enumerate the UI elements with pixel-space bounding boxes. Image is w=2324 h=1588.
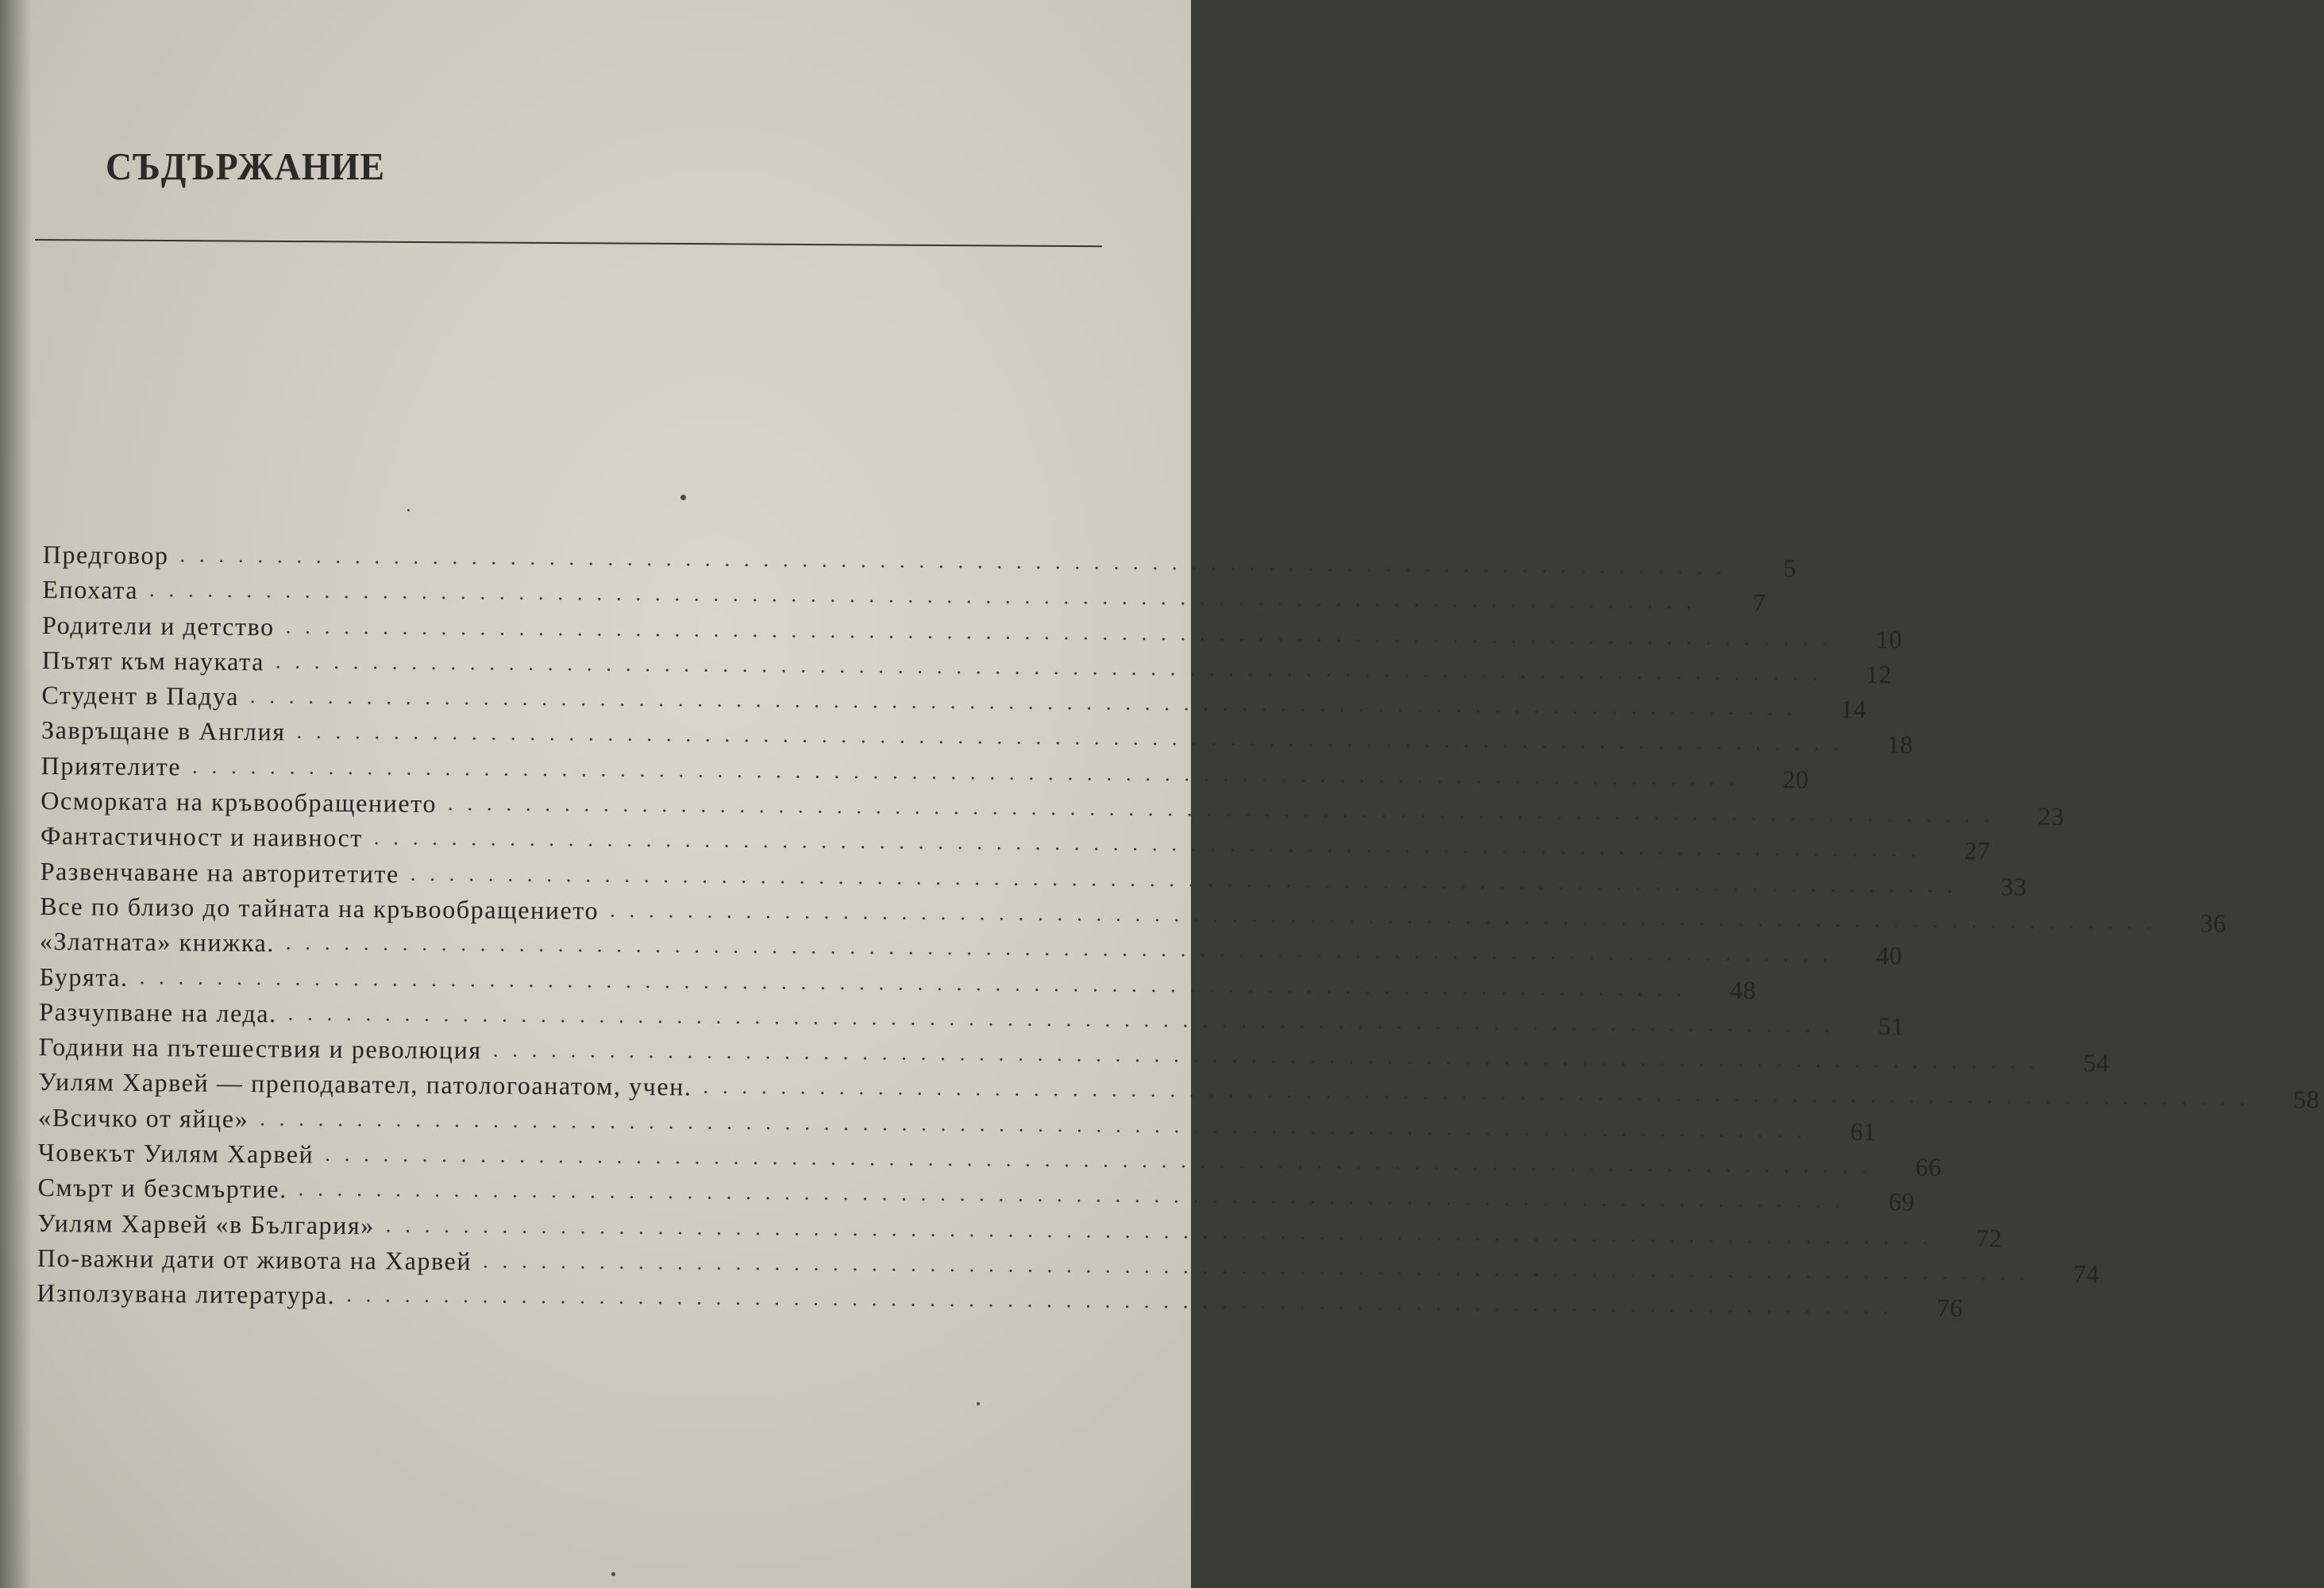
toc-dot-leader: ................................................................................ xyxy=(179,543,1736,579)
toc-entry-page: 69 xyxy=(1888,1187,1915,1216)
toc-entry-title: Приятелите xyxy=(40,750,182,781)
toc-entry-page: 20 xyxy=(1782,764,1809,794)
toc-entry-title: Разчупване на леда. xyxy=(39,996,277,1028)
toc-entry-page: 54 xyxy=(2083,1048,2110,1077)
toc-entry-page: 12 xyxy=(1865,659,1893,689)
toc-entry-page: 7 xyxy=(1752,588,1767,618)
toc-entry-title: Години на пътешествия и революция xyxy=(38,1032,482,1065)
paper-speck xyxy=(611,1572,615,1576)
toc-dot-leader: ................................................................................ xyxy=(148,578,1706,614)
toc-entry-title: «Всичко от яйце» xyxy=(38,1102,249,1133)
toc-entry-page: 48 xyxy=(1729,975,1756,1004)
toc-entry-title: Използувана литература. xyxy=(37,1278,336,1310)
toc-entry-page: 74 xyxy=(2072,1259,2100,1289)
toc-dot-leader: ................................................................................ xyxy=(703,1075,2260,1111)
toc-dot-leader: ................................................................................ xyxy=(373,826,1930,862)
toc-entry-page: 40 xyxy=(1875,941,1903,970)
table-of-contents xyxy=(37,537,2320,1323)
toc-dot-leader: ................................................................................ xyxy=(139,965,1696,1000)
toc-dot-leader: ................................................................................ xyxy=(285,931,1843,967)
toc-dot-leader: ................................................................................ xyxy=(610,898,2167,934)
toc-entry-page: 51 xyxy=(1878,1012,1905,1041)
toc-dot-leader: ................................................................................ xyxy=(483,1249,2040,1285)
toc-entry-title: Пътят към науката xyxy=(41,645,265,676)
toc-entry-title: Фантастичност и наивност xyxy=(40,821,364,853)
toc-entry-title: Уилям Харвей — преподавател, патологоанатом, учен. xyxy=(38,1067,692,1101)
toc-entry-page: 36 xyxy=(2199,908,2227,938)
toc-entry-page: 10 xyxy=(1875,624,1902,653)
toc-entry-title: Смърт и безсмъртие. xyxy=(37,1173,287,1204)
toc-entry-page: 58 xyxy=(2293,1085,2320,1114)
toc-dot-leader: ................................................................................ xyxy=(296,720,1853,756)
paper-speck xyxy=(407,509,410,511)
paper-speck xyxy=(680,495,686,500)
toc-entry-title: Родители и детство xyxy=(41,610,275,641)
toc-entry-title: Уилям Харвей «в България» xyxy=(37,1208,375,1239)
toc-entry-title: Студент в Падуа xyxy=(41,680,240,711)
toc-dot-leader: ................................................................................ xyxy=(325,1142,1882,1178)
paper-speck xyxy=(977,1402,980,1405)
toc-entry-page: 5 xyxy=(1783,553,1797,583)
toc-dot-leader: ................................................................................ xyxy=(410,861,1967,897)
page-title: СЪДЪРЖАНИЕ xyxy=(106,145,386,188)
toc-entry-page: 14 xyxy=(1840,694,1867,724)
toc-dot-leader: ................................................................................ xyxy=(346,1283,1903,1319)
toc-entry-title: Епохата xyxy=(42,575,139,605)
toc-dot-leader: ................................................................................ xyxy=(287,1001,1844,1037)
toc-entry-page: 18 xyxy=(1887,730,1914,759)
toc-entry-page: 72 xyxy=(1975,1223,2002,1253)
toc-entry-page: 27 xyxy=(1964,836,1991,865)
toc-dot-leader: ................................................................................ xyxy=(385,1213,1942,1249)
toc-entry-title: Все по близо до тайната на кръвообращението xyxy=(40,891,599,925)
toc-entry-title: Осморката на кръвообращението xyxy=(40,786,437,818)
toc-entry-title: Завръщане в Англия xyxy=(40,715,286,746)
toc-dot-leader: ................................................................................ xyxy=(298,1177,1855,1213)
toc-entry-page: 66 xyxy=(1915,1152,1942,1181)
toc-entry-page: 76 xyxy=(1937,1293,1964,1323)
toc-dot-leader: ................................................................................ xyxy=(192,754,1749,790)
toc-entry-page: 23 xyxy=(2037,801,2065,831)
toc-entry-title: Човекът Уилям Харвей xyxy=(37,1138,314,1169)
toc-entry-title: «Златната» книжка. xyxy=(39,927,276,958)
toc-dot-leader: ................................................................................ xyxy=(249,684,1807,720)
toc-dot-leader: ................................................................................ xyxy=(260,1106,1817,1143)
title-divider xyxy=(35,239,1102,247)
toc-entry-title: Развенчаване на авторитетите xyxy=(40,856,400,888)
toc-dot-leader: ................................................................................ xyxy=(275,649,1833,685)
toc-entry-title: Бурята. xyxy=(39,962,129,992)
toc-dot-leader: ................................................................................ xyxy=(285,614,1842,650)
toc-dot-leader: ................................................................................ xyxy=(447,792,2005,827)
toc-entry-page: 61 xyxy=(1850,1116,1877,1146)
toc-entry xyxy=(37,1275,1964,1323)
toc-entry-title: Предговор xyxy=(42,539,169,570)
toc-entry-page: 33 xyxy=(2000,872,2027,901)
toc-dot-leader: ................................................................................ xyxy=(492,1038,2049,1074)
toc-entry-title: По-важни дати от живота на Харвей xyxy=(37,1243,472,1276)
